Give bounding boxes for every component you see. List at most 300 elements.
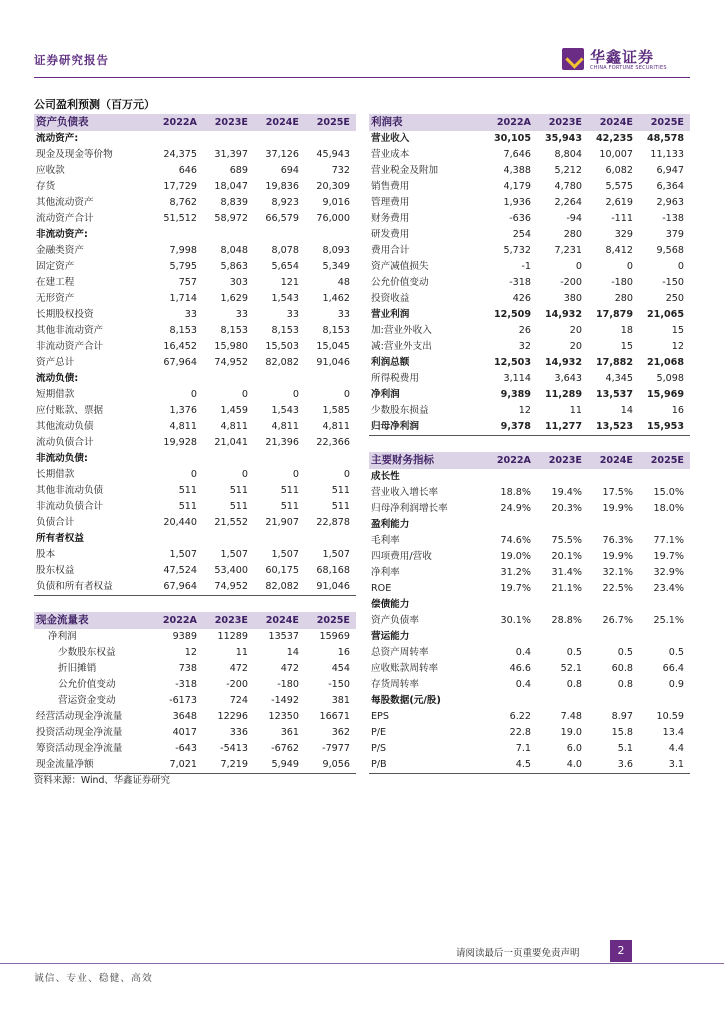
cell-value: 5,732	[503, 245, 531, 256]
cell-value	[486, 693, 537, 709]
cell-value: 21,041	[214, 437, 248, 448]
cell-value: 0.5	[617, 647, 633, 658]
cell-value: 19.4%	[551, 487, 582, 498]
table-row	[369, 661, 690, 677]
cell-value	[639, 693, 690, 709]
table-title: 主要财务指标	[369, 452, 486, 469]
cell-value: 5,863	[220, 261, 248, 272]
row-label: P/S	[371, 743, 387, 754]
cell-value: 511	[229, 485, 248, 496]
cell-value: 19.7%	[500, 583, 531, 594]
row-label: 资产总计	[36, 357, 75, 368]
row-label: 加:营业外收入	[371, 325, 432, 336]
cell-value: 17.5%	[602, 487, 633, 498]
balance-sheet-table	[34, 114, 356, 596]
cell-value: -1	[521, 261, 531, 272]
cell-value: 8,762	[169, 197, 197, 208]
cell-value	[152, 531, 203, 547]
row-label: 非流动资产:	[36, 229, 88, 240]
table-row	[369, 677, 690, 693]
cell-value: 8.97	[611, 711, 633, 722]
cell-value: 20,440	[163, 517, 197, 528]
cell-value: 25.1%	[653, 615, 684, 626]
cell-value: 11289	[217, 631, 248, 642]
table-row	[34, 499, 356, 515]
cell-value: 1,936	[503, 197, 531, 208]
cell-value: 0	[343, 469, 350, 480]
table-row	[34, 403, 356, 419]
table-row	[369, 243, 690, 259]
row-label: 存货周转率	[371, 679, 419, 690]
cell-value: 32.9%	[653, 567, 684, 578]
column-header: 2024E	[254, 114, 305, 131]
cell-value	[486, 517, 537, 533]
cell-value: 45,943	[316, 149, 350, 160]
cell-value: 37,126	[265, 149, 299, 160]
cell-value: 32.1%	[602, 567, 633, 578]
cell-value: 6.0	[566, 743, 582, 754]
cell-value	[305, 451, 356, 467]
table-row	[369, 533, 690, 549]
table-title: 资产负债表	[34, 114, 152, 131]
table-row	[369, 581, 690, 597]
cell-value	[588, 469, 639, 485]
cell-value	[537, 469, 588, 485]
cell-value: 33	[286, 309, 299, 320]
row-label: 投资收益	[371, 293, 410, 304]
cell-value: 75.5%	[551, 535, 582, 546]
cell-value: 91,046	[316, 357, 350, 368]
column-header: 2023E	[203, 114, 254, 131]
cell-value: 14,932	[544, 357, 582, 368]
cell-value: 4,780	[554, 181, 582, 192]
row-label: 其他流动资产	[36, 197, 94, 208]
row-label: 长期股权投资	[36, 309, 94, 320]
cell-value: 67,964	[163, 357, 197, 368]
cell-value: 1,543	[271, 405, 299, 416]
row-label: 其他流动负债	[36, 421, 94, 432]
cell-value: 6,364	[656, 181, 684, 192]
cell-value: 46.6	[509, 663, 531, 674]
row-label: 少数股东损益	[371, 405, 429, 416]
cell-value: 1,376	[169, 405, 197, 416]
table-row	[34, 243, 356, 259]
row-label: 营业利润	[371, 309, 410, 320]
cell-value: -6173	[169, 695, 197, 706]
cell-value: 5,349	[322, 261, 350, 272]
cell-value: 19,928	[163, 437, 197, 448]
row-label: 公允价值变动	[58, 679, 116, 690]
cell-value: 15969	[319, 631, 350, 642]
section-title: 公司盈利预测（百万元）	[34, 98, 155, 111]
cell-value: -5413	[220, 743, 248, 754]
column-header: 2022A	[486, 452, 537, 469]
cash-flow-table	[34, 612, 356, 774]
cell-value: 511	[280, 501, 299, 512]
cell-value: 15.0%	[653, 487, 684, 498]
cell-value: 3.1	[639, 757, 690, 774]
row-label: P/E	[371, 727, 387, 738]
cell-value	[588, 597, 639, 613]
row-label: 少数股东权益	[58, 647, 116, 658]
cell-value: 472	[280, 663, 299, 674]
cell-value: 9,568	[656, 245, 684, 256]
cell-value: 82,082	[265, 357, 299, 368]
row-label: 资产负债率	[371, 615, 419, 626]
cell-value: 21,552	[214, 517, 248, 528]
cell-value: 4,345	[605, 373, 633, 384]
cell-value	[254, 131, 305, 147]
cell-value: 53,400	[214, 565, 248, 576]
cell-value: -6762	[271, 743, 299, 754]
row-label: 销售费用	[371, 181, 410, 192]
financial-ratios-table	[369, 452, 690, 774]
cell-value: 58,972	[214, 213, 248, 224]
cell-value: 12,503	[493, 357, 531, 368]
cell-value: 10.59	[656, 711, 684, 722]
cell-value: 303	[229, 277, 248, 288]
cell-value: 5.1	[617, 743, 633, 754]
table-row	[34, 211, 356, 227]
cell-value: 30,105	[493, 133, 531, 144]
table-row	[34, 387, 356, 403]
cell-value: 6,082	[605, 165, 633, 176]
cell-value: 3648	[172, 711, 197, 722]
cell-value: 4,811	[220, 421, 248, 432]
logo-mark-icon	[562, 48, 584, 70]
cell-value: 511	[280, 485, 299, 496]
footer-divider	[0, 963, 724, 964]
cell-value: 19.9%	[602, 503, 633, 514]
cell-value	[486, 629, 537, 645]
cell-value: 511	[229, 501, 248, 512]
cell-value: 15	[620, 341, 633, 352]
row-label: EPS	[371, 711, 389, 722]
cell-value: 15	[671, 325, 684, 336]
table-row	[34, 147, 356, 163]
cell-value: 68,168	[316, 565, 350, 576]
cell-value: 42,235	[595, 133, 633, 144]
cell-value: 10,007	[599, 149, 633, 160]
cell-value: 31.4%	[551, 567, 582, 578]
row-label: 非流动负债:	[36, 453, 88, 464]
cell-value: 6.22	[509, 711, 531, 722]
row-label: 净利润	[48, 631, 77, 642]
table-row	[369, 757, 690, 774]
row-label: 经营活动现金净流量	[36, 711, 123, 722]
cell-value: 23.4%	[653, 583, 684, 594]
data-source-note: 资料来源：Wind、华鑫证券研究	[34, 775, 171, 786]
cell-value: 11,133	[650, 149, 684, 160]
row-label: 管理费用	[371, 197, 410, 208]
cell-value: 91,046	[305, 579, 356, 596]
row-label: 应收款	[36, 165, 65, 176]
cell-value: 17,729	[163, 181, 197, 192]
cell-value: 47,524	[163, 565, 197, 576]
table-row	[369, 517, 690, 533]
cell-value	[639, 629, 690, 645]
cell-value: 18.0%	[653, 503, 684, 514]
cell-value: 18.8%	[500, 487, 531, 498]
cell-value: 4,811	[271, 421, 299, 432]
cell-value: 48	[337, 277, 350, 288]
cell-value: 689	[229, 165, 248, 176]
table-row	[369, 693, 690, 709]
row-label: ROE	[371, 583, 392, 594]
cell-value: -150	[662, 277, 684, 288]
cell-value: 4.5	[486, 757, 537, 774]
row-label: 无形资产	[36, 293, 75, 304]
row-label: 在建工程	[36, 277, 75, 288]
cell-value: 18	[620, 325, 633, 336]
cell-value: 9389	[172, 631, 197, 642]
row-label: 营业税金及附加	[371, 165, 439, 176]
logo-name-en: CHINA FORTUNE SECURITIES	[590, 65, 667, 71]
cell-value: 66,579	[265, 213, 299, 224]
table-row	[369, 179, 690, 195]
table-row	[34, 323, 356, 339]
cell-value: -180	[611, 277, 633, 288]
cell-value: 20,309	[316, 181, 350, 192]
cell-value: 4.0	[537, 757, 588, 774]
cell-value: 22.8	[509, 727, 531, 738]
cell-value: 8,093	[322, 245, 350, 256]
table-row	[34, 179, 356, 195]
cell-value: 15,969	[646, 389, 684, 400]
cell-value: 21,065	[646, 309, 684, 320]
cell-value: 5,098	[656, 373, 684, 384]
cell-value: 4,811	[169, 421, 197, 432]
table-row	[34, 677, 356, 693]
column-header: 2023E	[537, 114, 588, 131]
cell-value: -318	[509, 277, 531, 288]
row-label: 长期借款	[36, 469, 75, 480]
cell-value: -94	[566, 213, 582, 224]
table-header-row	[34, 114, 356, 131]
cell-value: 8,153	[322, 325, 350, 336]
column-header: 2025E	[305, 114, 356, 131]
cell-value: 454	[331, 663, 350, 674]
row-label: 固定资产	[36, 261, 75, 272]
table-row	[369, 613, 690, 629]
table-row	[34, 709, 356, 725]
cell-value: 7.48	[560, 711, 582, 722]
column-header: 2025E	[305, 612, 356, 629]
cell-value: 21,396	[265, 437, 299, 448]
cell-value: 74,952	[203, 579, 254, 596]
disclaimer-link[interactable]: 请阅读最后一页重要免责声明	[456, 948, 580, 959]
row-label: 净利率	[371, 567, 400, 578]
cell-value: -180	[277, 679, 299, 690]
row-label: 现金流量净额	[34, 757, 152, 774]
cell-value	[537, 517, 588, 533]
cell-value	[486, 597, 537, 613]
table-row	[369, 131, 690, 147]
row-label: 营运资金变动	[58, 695, 116, 706]
cell-value: 472	[229, 663, 248, 674]
cell-value: 20.1%	[551, 551, 582, 562]
cell-value	[254, 371, 305, 387]
cell-value: 3,643	[554, 373, 582, 384]
table-row	[369, 501, 690, 517]
table-row	[34, 629, 356, 645]
cell-value: 426	[512, 293, 531, 304]
cell-value: 511	[331, 501, 350, 512]
row-label: 其他非流动资产	[36, 325, 104, 336]
table-row	[34, 307, 356, 323]
row-label: 应收账款周转率	[371, 663, 439, 674]
page-header	[34, 38, 690, 78]
row-label: 投资活动现金净流量	[36, 727, 123, 738]
column-header: 2022A	[152, 612, 203, 629]
table-row	[369, 163, 690, 179]
table-row	[369, 307, 690, 323]
cell-value: 7,646	[503, 149, 531, 160]
cell-value: 13,537	[595, 389, 633, 400]
column-header: 2024E	[254, 612, 305, 629]
column-header: 2024E	[588, 114, 639, 131]
column-header: 2022A	[486, 114, 537, 131]
column-header: 2025E	[639, 452, 690, 469]
cell-value: -111	[611, 213, 633, 224]
cell-value: 14	[286, 647, 299, 658]
table-row	[34, 339, 356, 355]
cell-value: 18,047	[214, 181, 248, 192]
row-label: 归母净利润增长率	[371, 503, 448, 514]
footer-slogan: 诚信、专业、稳健、高效	[34, 973, 153, 984]
table-header-row	[369, 452, 690, 469]
table-row	[34, 741, 356, 757]
table-row	[34, 227, 356, 243]
cell-value: 8,078	[271, 245, 299, 256]
table-row	[369, 275, 690, 291]
cell-value: 4017	[172, 727, 197, 738]
table-row	[369, 741, 690, 757]
table-row	[369, 403, 690, 419]
cell-value: 52.1	[560, 663, 582, 674]
row-label: 盈利能力	[371, 519, 410, 530]
cell-value: 8,412	[605, 245, 633, 256]
cell-value: -318	[175, 679, 197, 690]
cell-value: 66.4	[662, 663, 684, 674]
cell-value: 48,578	[646, 133, 684, 144]
cell-value: 0	[292, 389, 299, 400]
table-row	[34, 435, 356, 451]
table-row	[369, 195, 690, 211]
cell-value: -636	[509, 213, 531, 224]
cell-value: 30.1%	[500, 615, 531, 626]
cell-value: 16,452	[163, 341, 197, 352]
table-row	[369, 291, 690, 307]
cell-value	[486, 469, 537, 485]
cell-value: 280	[614, 293, 633, 304]
cell-value	[305, 131, 356, 147]
cell-value: 5,795	[169, 261, 197, 272]
cell-value: 11	[569, 405, 582, 416]
table-row	[34, 355, 356, 371]
cell-value: 74,952	[214, 357, 248, 368]
cell-value: 13537	[268, 631, 299, 642]
cell-value: 15,953	[639, 419, 690, 436]
cell-value	[152, 451, 203, 467]
table-row	[369, 629, 690, 645]
cell-value: 379	[665, 229, 684, 240]
column-header: 2024E	[588, 452, 639, 469]
table-row	[34, 563, 356, 579]
cell-value: 60.8	[611, 663, 633, 674]
cell-value: 51,512	[163, 213, 197, 224]
cell-value: 33	[337, 309, 350, 320]
table-row	[369, 725, 690, 741]
row-label: 所得税费用	[371, 373, 419, 384]
cell-value: 8,804	[554, 149, 582, 160]
cell-value	[639, 469, 690, 485]
cell-value	[639, 517, 690, 533]
table-row	[34, 645, 356, 661]
cell-value: -643	[175, 743, 197, 754]
cell-value: 361	[280, 727, 299, 738]
row-label: 净利润	[371, 389, 400, 400]
cell-value: 1,629	[220, 293, 248, 304]
report-type-title: 证券研究报告	[34, 53, 109, 67]
cell-value: 14	[620, 405, 633, 416]
cell-value: 362	[331, 727, 350, 738]
company-logo	[562, 46, 690, 74]
cell-value: 7,219	[203, 757, 254, 774]
cell-value	[537, 629, 588, 645]
cell-value: 1,459	[220, 405, 248, 416]
cell-value: 8,923	[271, 197, 299, 208]
cell-value: -1492	[271, 695, 299, 706]
row-label: 总资产周转率	[371, 647, 429, 658]
cell-value: 7,998	[169, 245, 197, 256]
cell-value	[152, 371, 203, 387]
row-label: 归母净利润	[369, 419, 486, 436]
cell-value: 11	[235, 647, 248, 658]
table-row	[369, 323, 690, 339]
cell-value: 0	[190, 389, 197, 400]
cell-value: 0.8	[617, 679, 633, 690]
table-row	[34, 515, 356, 531]
cell-value	[639, 597, 690, 613]
table-row	[369, 485, 690, 501]
cell-value: 329	[614, 229, 633, 240]
row-label: 营业收入	[371, 133, 410, 144]
table-row	[34, 661, 356, 677]
cell-value: 8,839	[220, 197, 248, 208]
cell-value	[588, 693, 639, 709]
cell-value: 6,947	[656, 165, 684, 176]
row-label: 应付账款、票据	[36, 405, 104, 416]
cell-value: 24,375	[163, 149, 197, 160]
table-row	[369, 387, 690, 403]
row-label: 毛利率	[371, 535, 400, 546]
row-label: 流动资产:	[36, 133, 79, 144]
table-row	[34, 419, 356, 435]
table-row	[369, 709, 690, 725]
cell-value: 19,836	[265, 181, 299, 192]
cell-value: 1,543	[271, 293, 299, 304]
cell-value: 511	[178, 501, 197, 512]
cell-value: 0	[190, 469, 197, 480]
cell-value: 9,389	[500, 389, 531, 400]
table-row	[369, 645, 690, 661]
cell-value: 4.4	[668, 743, 684, 754]
row-label: 利润总额	[371, 357, 410, 368]
row-label: 所有者权益	[36, 533, 84, 544]
cell-value: 511	[178, 485, 197, 496]
cell-value: 76,000	[316, 213, 350, 224]
